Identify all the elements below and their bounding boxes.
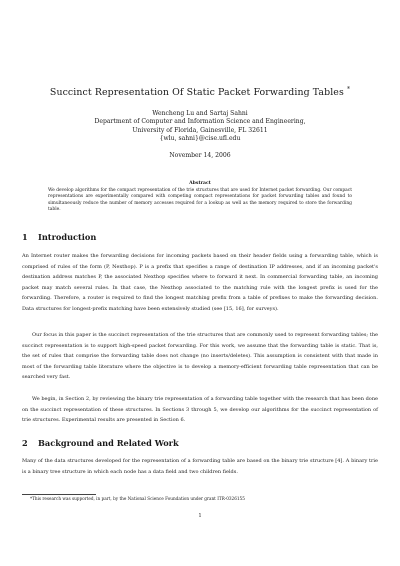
abstract-text: We develop algorithms for the compact representation of the trie structures that are used for Internet packet forwarding. Our compact representations are experimentally compared with competing compact representations for packet forwarding tables and found to simultaneously reduce the number of memory accesses required for a lookup as well as the memory required to store the forwarding table. xyxy=(48,188,352,213)
intro-paragraph-3: We begin, in Section 2, by reviewing the binary trie representation of a forwarding table together with the research that has been done on the succinct representation of these structures. In Sections 3 through 5, we develop our algorithms for the succinct representation of trie structures. Experimental results are presented in Section 6. xyxy=(22,396,378,424)
author-block xyxy=(40,110,360,144)
section-heading-background xyxy=(22,438,179,448)
footnote: *This research was supported, in part, by the National Science Foundation under grant ITR-0326155 xyxy=(30,496,245,501)
background-paragraph-1: Many of the data structures developed for the representation of a forwarding table are based on the binary trie structure [4]. A binary trie is a binary tree structure in which each node has a data field and two children fields. xyxy=(22,458,378,475)
section-title: Background and Related Work xyxy=(38,438,179,448)
paper-title-text: Succinct Representation Of Static Packet Forwarding Tables xyxy=(49,87,344,99)
author-names: Wencheng Lu and Sartaj Sahni xyxy=(152,110,248,117)
paper-title xyxy=(40,86,360,98)
intro-paragraph-2: Our focus in this paper is the succinct representation of the trie structures that are commonly used to represent forwarding tables; the succinct representation is to support high-speed packet forwarding. For this work, we assume that the forwarding table is static. That is, the set of rules that comprise the forwarding table does not change (no inserts/deletes). This assumption is consistent with that made in most of the forwarding table literature where the objective is to develop a memory-efficient forwarding table representation that can be searched very fast. xyxy=(22,332,378,381)
author-email: {wlu, sahni}@cise.ufl.edu xyxy=(159,135,241,143)
intro-paragraph-1: An Internet router makes the forwarding decisions for incoming packets based on their header fields using a forwarding table, which is comprised of rules of the form (P, Nexthop). P is a prefix that specifies a range of destination IP addresses, and if an incoming packet's destination address matches P, the associated Nexthop specifies where to forward it next. In commercial forwarding table, an incoming packet may match several rules. In that case, the Nexthop associated to the matching rule with the longest prefix is used for the forwarding. Therefore, a router is required to find the longest matching prefix from a table of prefixes to make the forwarding decision. Data structures for longest-prefix matching have been extensively studied (see [15, 16], for surveys). xyxy=(22,253,378,312)
author-university: University of Florida, Gainesville, FL 32611 xyxy=(132,126,268,134)
paper-date: November 14, 2006 xyxy=(169,152,231,159)
page-number: 1 xyxy=(198,513,202,519)
author-department: Department of Computer and Information Science and Engineering, xyxy=(94,118,306,126)
abstract-heading: Abstract xyxy=(189,181,211,186)
title-footnote-mark: * xyxy=(346,86,351,93)
section-heading-introduction xyxy=(22,232,96,242)
section-title: Introduction xyxy=(38,232,97,242)
footnote-rule xyxy=(22,494,96,495)
section-number: 2 xyxy=(22,438,28,448)
section-number: 1 xyxy=(22,232,28,242)
